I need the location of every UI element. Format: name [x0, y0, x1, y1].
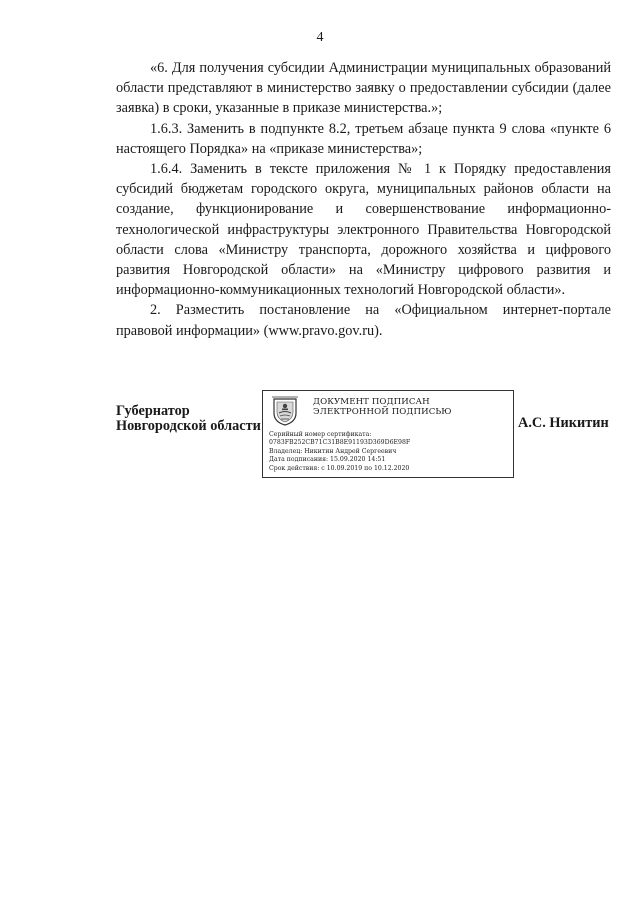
stamp-details: [269, 431, 410, 473]
stamp-title-line1: ДОКУМЕНТ ПОДПИСАН: [313, 397, 430, 407]
signatory-position: [116, 404, 266, 434]
document-body: [116, 58, 611, 341]
stamp-owner: Владелец: Никитин Андрей Сергеевич: [269, 447, 397, 455]
stamp-serial-number: 0783FB252CB71C31B8E91193D369D6E98F: [269, 439, 411, 447]
signatory-position-line2: Новгородской области: [116, 418, 261, 434]
signatory-position-line1: Губернатор: [116, 403, 190, 419]
stamp-signed-date: Дата подписания: 15.09.2020 14:51: [269, 456, 386, 464]
stamp-title: [313, 397, 452, 417]
paragraph-item-6: «6. Для получения субсидии Администрации муниципальных образований области представляют в министерство заявку о предоставлении субсидии (далее заявка) в сроки, указанные в приказе министерства.»;: [116, 60, 611, 117]
stamp-validity: Срок действия: с 10.09.2019 по 10.12.2020: [269, 464, 410, 472]
paragraph-1-6-4: 1.6.4. Заменить в тексте приложения № 1 к Порядку предоставления субсидий бюджетам городского округа, муниципальных районов области на создание, функционирование и совершенствование информационно-технологической инфраструктуры электронного Правительства Новгородской области слова «Министру транспорта, дорожного хозяйства и цифрового развития Новгородской области» на «Министру цифрового развития и информационно-коммуникационных технологий Новгородской области».: [116, 161, 611, 299]
stamp-serial-label: Серийный номер сертификата:: [269, 431, 372, 438]
novgorod-coat-of-arms-icon: [271, 396, 299, 426]
paragraph-1-6-3: 1.6.3. Заменить в подпункте 8.2, третьем абзаце пункта 9 слова «пункте 6 настоящего Порядка» на «приказе министерства»;: [116, 120, 611, 157]
page-number: 4: [316, 30, 324, 45]
paragraph-2: 2. Разместить постановление на «Официальном интернет-портале правовой информации» (www.pravo.gov.ru).: [116, 302, 611, 339]
signature-block: [0, 390, 640, 485]
signatory-name: А.С. Никитин: [518, 415, 609, 431]
stamp-title-line2: ЭЛЕКТРОННОЙ ПОДПИСЬЮ: [313, 407, 452, 417]
electronic-signature-stamp: [262, 390, 514, 478]
